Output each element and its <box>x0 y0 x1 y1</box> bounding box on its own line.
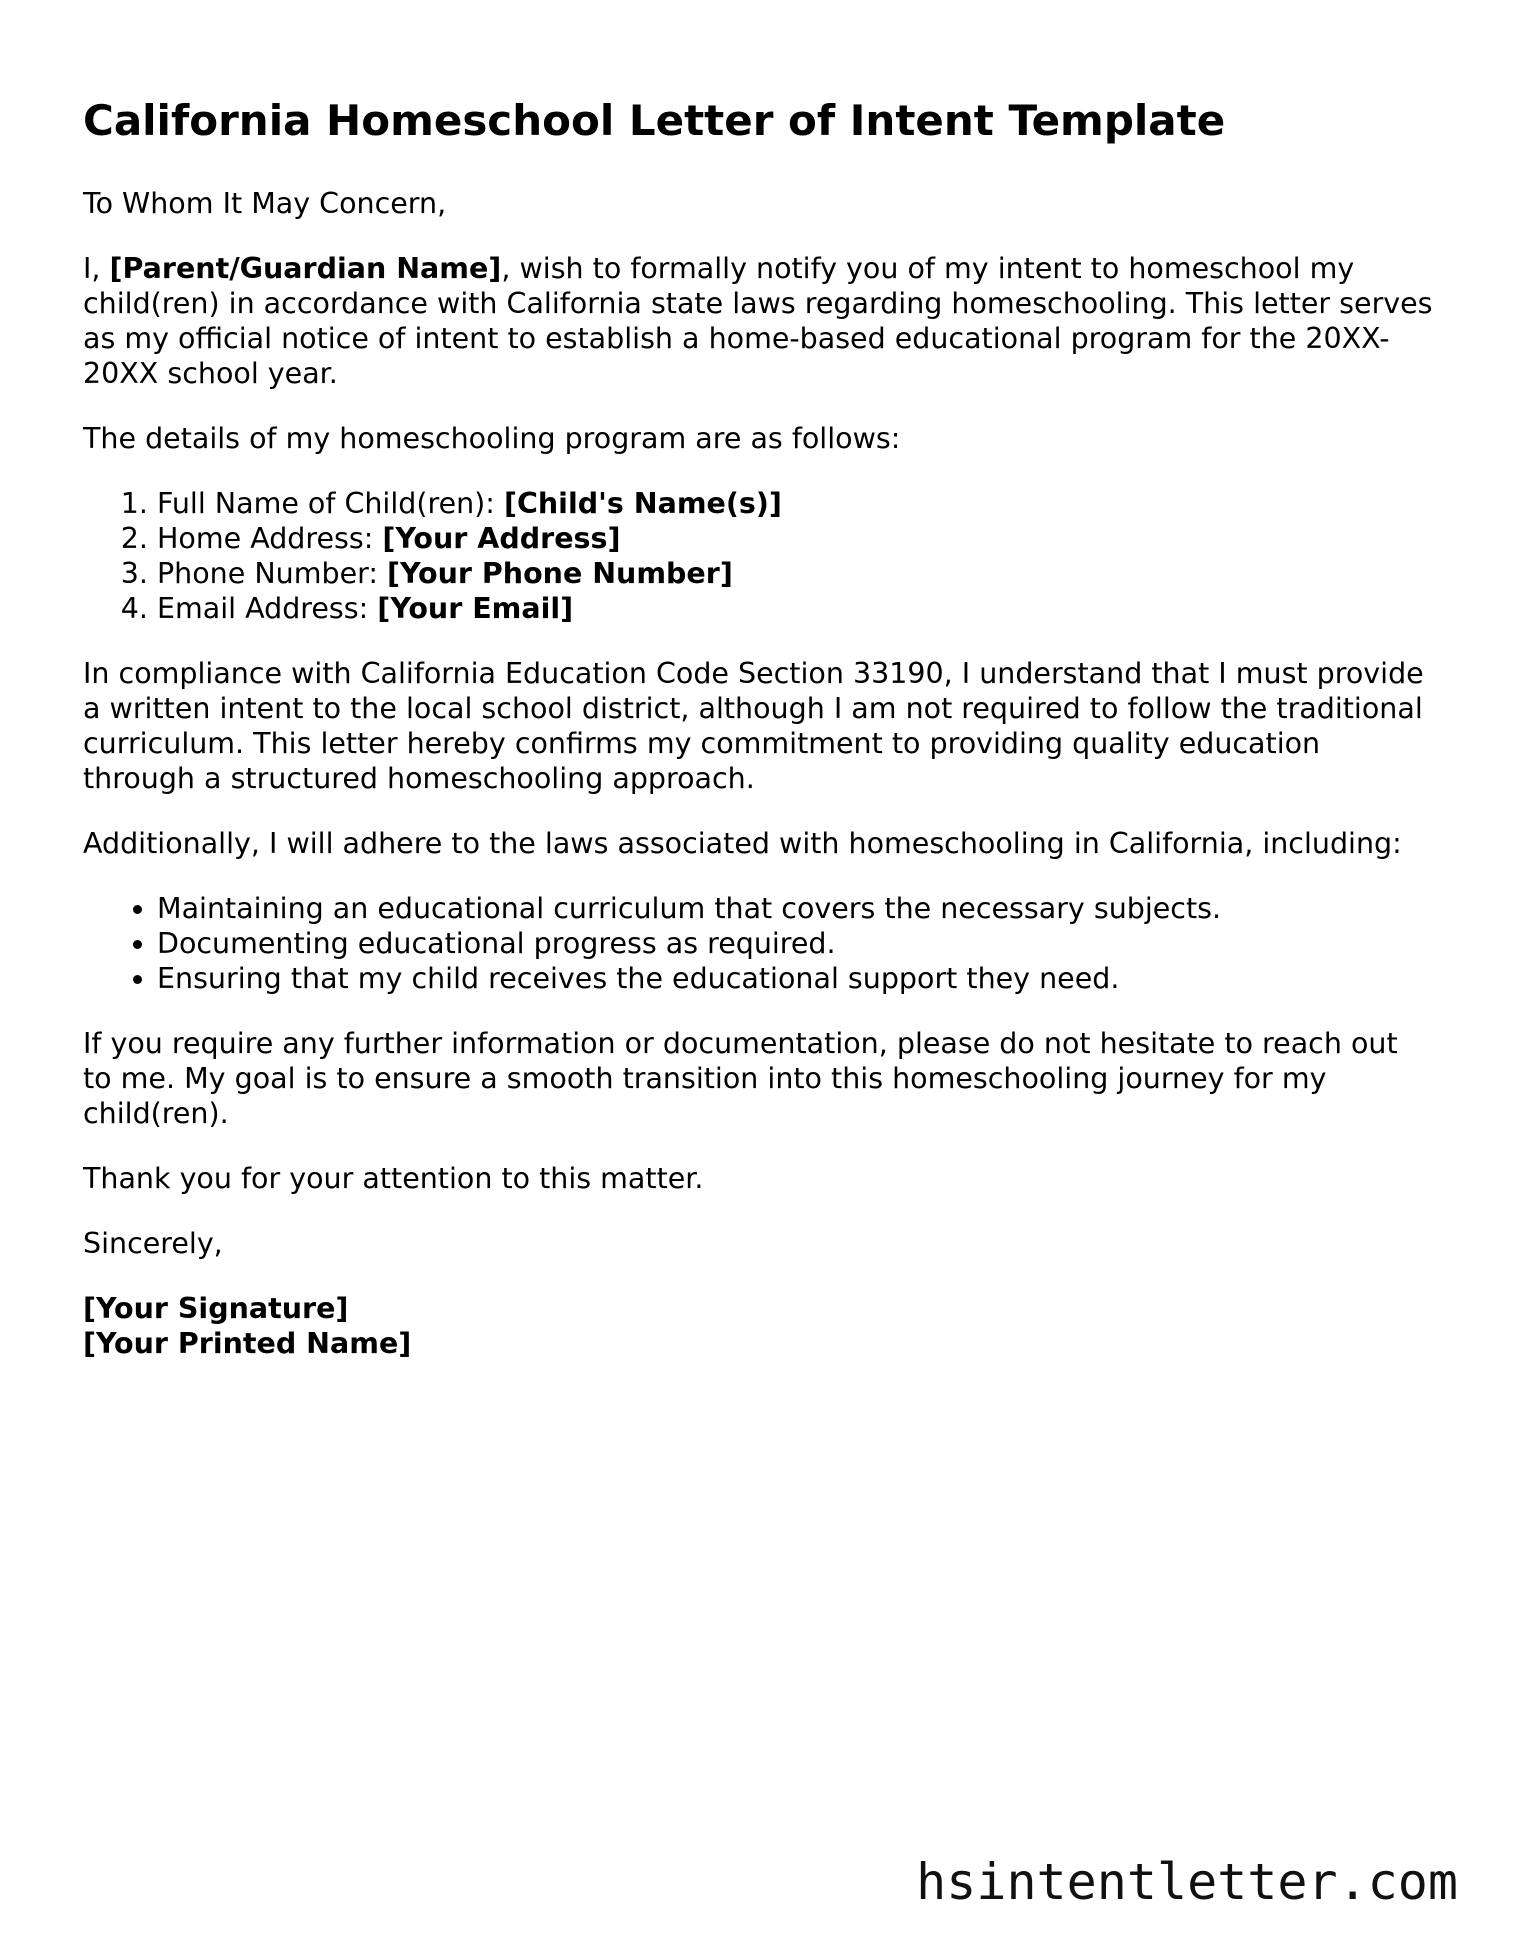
detail-placeholder: [Your Phone Number] <box>387 557 733 590</box>
signature-placeholder: [Your Signature] <box>83 1292 349 1325</box>
detail-placeholder: [Child's Name(s)] <box>503 487 782 520</box>
list-item: • Maintaining an educational curriculum that covers the necessary subjects. <box>157 891 1433 926</box>
list-item: • Ensuring that my child receives the educational support they need. <box>157 961 1433 996</box>
printed-name-placeholder: [Your Printed Name] <box>83 1327 412 1360</box>
detail-label: Phone Number: <box>157 557 387 590</box>
signature-block <box>83 1291 1433 1361</box>
compliance-paragraph: In compliance with California Education Code Section 33190, I understand that I must provide a written intent to the local school district, although I am not required to follow the traditional curriculum. This letter hereby confirms my commitment to providing quality education through a structured homeschooling approach. <box>83 657 1424 795</box>
parent-name-placeholder: [Parent/Guardian Name] <box>109 252 502 285</box>
list-item <box>157 521 1433 556</box>
further-info-paragraph: If you require any further information or documentation, please do not hesitate to reach out to me. My goal is to ensure a smooth transition into this homeschooling journey for my child(ren). <box>83 1027 1398 1130</box>
detail-placeholder: [Your Address] <box>382 522 621 555</box>
laws-list <box>83 891 1433 996</box>
letter-document <box>83 96 1433 1391</box>
detail-label: Email Address: <box>157 592 378 625</box>
details-list <box>83 486 1433 626</box>
list-item <box>157 591 1433 626</box>
list-item <box>157 556 1433 591</box>
intro-paragraph <box>83 251 1433 391</box>
details-intro: The details of my homeschooling program are as follows: <box>83 422 901 455</box>
watermark: hsintentletter.com <box>916 1853 1458 1911</box>
closing: Sincerely, <box>83 1227 223 1260</box>
detail-label: Home Address: <box>157 522 383 555</box>
list-item <box>157 486 1433 521</box>
laws-intro: Additionally, I will adhere to the laws associated with homeschooling in California, including: <box>83 827 1402 860</box>
thanks-paragraph: Thank you for your attention to this matter. <box>83 1162 704 1195</box>
list-item: • Documenting educational progress as required. <box>157 926 1433 961</box>
intro-prefix: I, <box>83 252 110 285</box>
intro-text: , wish to formally notify you of my intent to homeschool my child(ren) in accordance with California state laws regarding homeschooling. This letter serves as my official notice of intent to establish a home-based educational program for the 20XX-20XX school year. <box>83 252 1433 390</box>
greeting: To Whom It May Concern, <box>83 187 447 220</box>
detail-placeholder: [Your Email] <box>377 592 574 625</box>
detail-label: Full Name of Child(ren): <box>157 487 504 520</box>
document-title: California Homeschool Letter of Intent Template <box>83 96 1226 145</box>
